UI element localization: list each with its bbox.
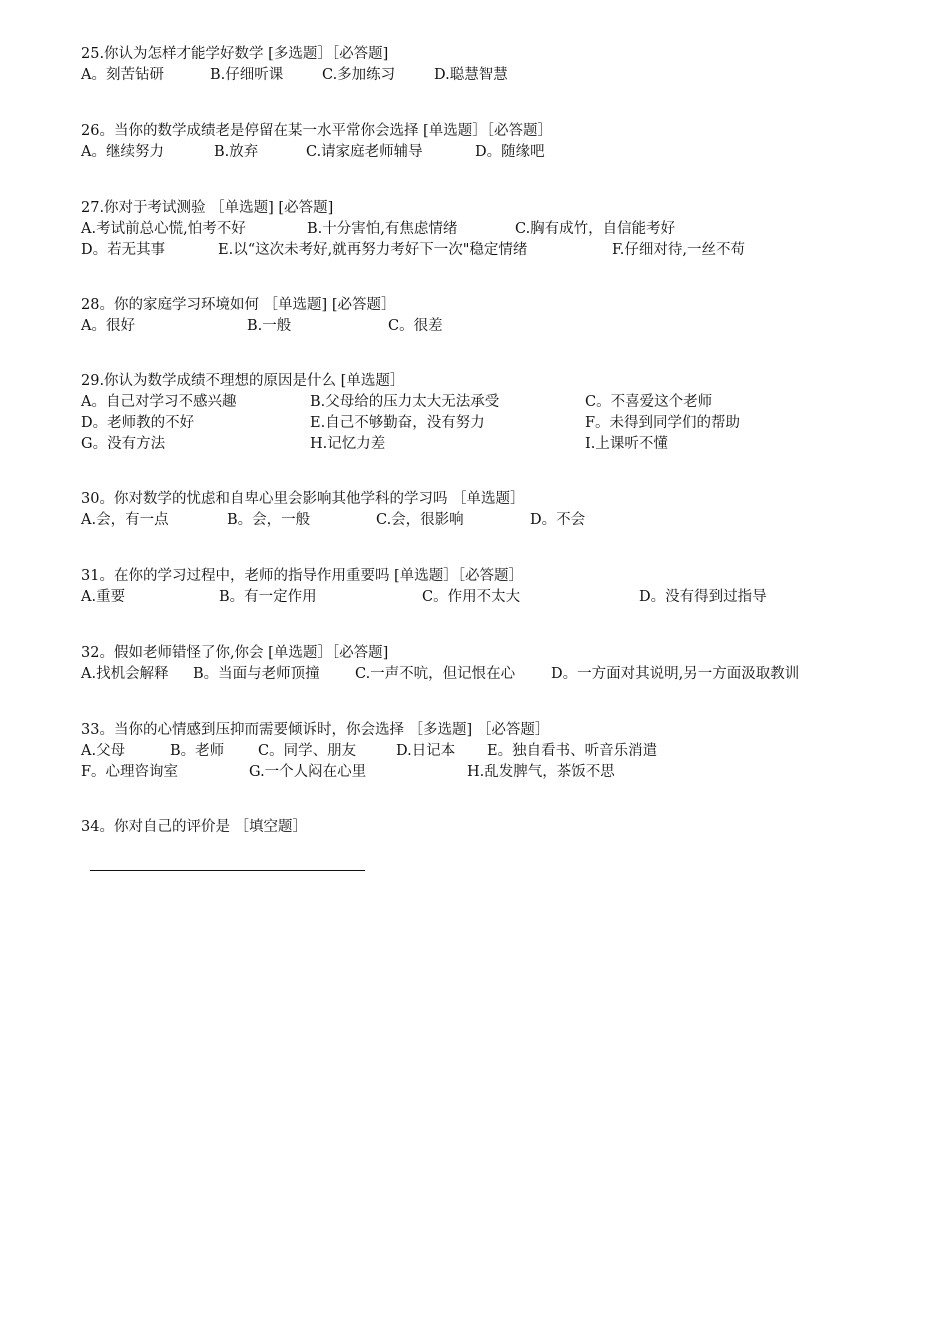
option-row [81, 413, 881, 434]
option-b[interactable]: B.十分害怕,有焦虑情绪 [307, 221, 458, 237]
option-d[interactable]: D。没有得到过指导 [639, 589, 767, 605]
option-h[interactable]: H.记忆力差 [310, 436, 386, 452]
option-a[interactable]: A.找机会解释 [81, 666, 169, 682]
survey-document [81, 44, 881, 871]
option-a[interactable]: A。刻苦钻研 [81, 67, 164, 83]
option-row [81, 142, 881, 163]
option-row [81, 587, 881, 608]
option-i[interactable]: I.上课听不懂 [585, 436, 668, 452]
option-a[interactable]: A.会，有一点 [81, 512, 169, 528]
option-b[interactable]: B.放弃 [214, 144, 259, 160]
option-g[interactable]: G。没有方法 [81, 436, 166, 452]
question-title: 27.你对于考试测验 ［单选题] [必答题] [81, 200, 334, 216]
question-27 [81, 198, 881, 295]
option-row [81, 316, 881, 337]
option-b[interactable]: B.一般 [247, 318, 292, 334]
option-row [81, 219, 881, 240]
fill-in-blank-line[interactable] [90, 870, 365, 871]
option-a[interactable]: A。自己对学习不感兴趣 [81, 394, 237, 410]
question-33 [81, 720, 881, 817]
option-g[interactable]: G.一个人闷在心里 [249, 764, 367, 780]
option-row [81, 664, 881, 685]
option-row [81, 392, 881, 413]
option-c[interactable]: C.请家庭老师辅导 [306, 144, 423, 160]
question-26 [81, 121, 881, 198]
option-f[interactable]: F.仔细对待,一丝不苟 [612, 242, 746, 258]
option-c[interactable]: C.多加练习 [322, 67, 396, 83]
option-h[interactable]: H.乱发脾气，茶饭不思 [467, 764, 615, 780]
option-e[interactable]: E.自己不够勤奋，没有努力 [310, 415, 485, 431]
option-row [81, 434, 881, 455]
question-title: 32。假如老师错怪了你,你会 [单选题］［必答题] [81, 645, 389, 661]
question-32 [81, 643, 881, 720]
option-d[interactable]: D。老师教的不好 [81, 415, 195, 431]
option-c[interactable]: C。同学、朋友 [258, 743, 357, 759]
option-row [81, 741, 881, 762]
option-a[interactable]: A.考试前总心慌,怕考不好 [81, 221, 246, 237]
option-b[interactable]: B.仔细听课 [210, 67, 284, 83]
option-d[interactable]: D。不会 [530, 512, 586, 528]
question-title: 34。你对自己的评价是 ［填空题］ [81, 819, 308, 835]
option-d[interactable]: D.日记本 [396, 743, 456, 759]
option-row [81, 762, 881, 783]
option-d[interactable]: D.聪慧智慧 [434, 67, 508, 83]
option-f[interactable]: F。心理咨询室 [81, 764, 179, 780]
question-title: 30。你对数学的忧虑和自卑心里会影响其他学科的学习吗 ［单选题］ [81, 491, 525, 507]
option-c[interactable]: C。作用不太大 [422, 589, 521, 605]
question-31 [81, 566, 881, 643]
question-30 [81, 489, 881, 566]
question-title: 31。在你的学习过程中，老师的指导作用重要吗 [单选题］［必答题］ [81, 568, 523, 584]
question-title: 25.你认为怎样才能学好数学 [多选题］［必答题] [81, 46, 389, 62]
option-f[interactable]: F。未得到同学们的帮助 [585, 415, 741, 431]
option-e[interactable]: E.以“这次未考好,就再努力考好下一次"稳定情绪 [218, 242, 528, 258]
option-a[interactable]: A.父母 [81, 743, 126, 759]
question-title: 29.你认为数学成绩不理想的原因是什么 [单选题］ [81, 373, 405, 389]
question-title: 28。你的家庭学习环境如何 ［单选题] [必答题］ [81, 297, 396, 313]
question-title: 26。当你的数学成绩老是停留在某一水平常你会选择 [单选题］［必答题］ [81, 123, 552, 139]
option-c[interactable]: C.胸有成竹，自信能考好 [515, 221, 676, 237]
option-b[interactable]: B.父母给的压力太大无法承受 [310, 394, 500, 410]
option-a[interactable]: A。很好 [81, 318, 135, 334]
option-a[interactable]: A。继续努力 [81, 144, 164, 160]
question-34 [81, 817, 881, 871]
option-b[interactable]: B。有一定作用 [219, 589, 317, 605]
option-c[interactable]: C.一声不吭，但记恨在心 [355, 666, 516, 682]
option-d[interactable]: D。一方面对其说明,另一方面汲取教训 [551, 666, 800, 682]
option-e[interactable]: E。独自看书、听音乐消遣 [487, 743, 658, 759]
question-28 [81, 295, 881, 371]
option-a[interactable]: A.重要 [81, 589, 126, 605]
option-row [81, 510, 881, 531]
question-29 [81, 371, 881, 489]
option-b[interactable]: B。老师 [170, 743, 225, 759]
option-row [81, 65, 881, 86]
question-25 [81, 44, 881, 121]
option-d[interactable]: D。随缘吧 [475, 144, 545, 160]
option-b[interactable]: B。会，一般 [227, 512, 311, 528]
option-row [81, 240, 881, 261]
option-d[interactable]: D。若无其事 [81, 242, 166, 258]
option-c[interactable]: C。不喜爱这个老师 [585, 394, 713, 410]
option-c[interactable]: C。很差 [388, 318, 443, 334]
option-b[interactable]: B。当面与老师顶撞 [193, 666, 320, 682]
option-c[interactable]: C.会，很影响 [376, 512, 464, 528]
question-title: 33。当你的心情感到压抑而需要倾诉时，你会选择 ［多选题] ［必答题］ [81, 722, 550, 738]
